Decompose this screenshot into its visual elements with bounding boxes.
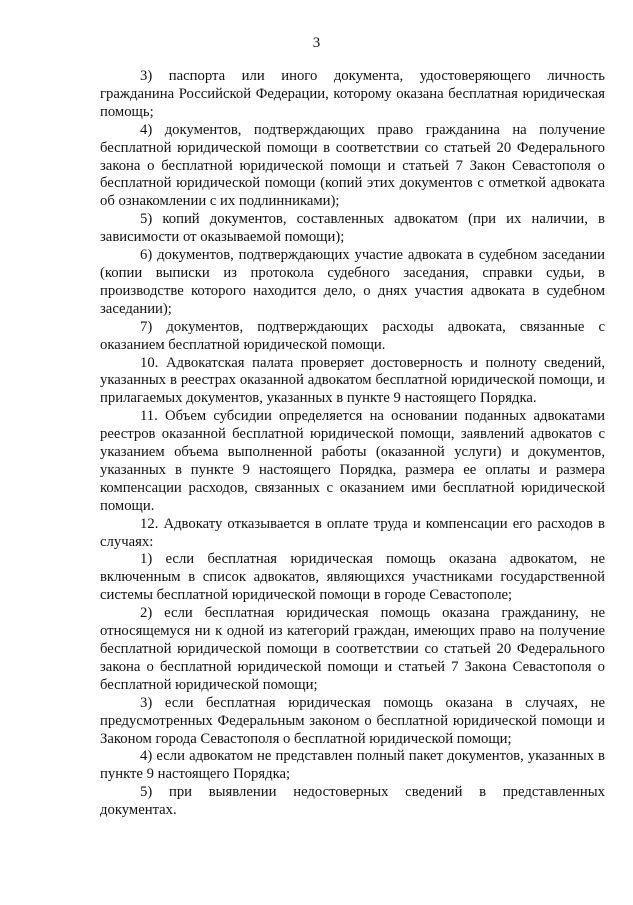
paragraph-item-5-document-copies: 5) копий документов, составленных адвокатом (при их наличии, в зависимости от оказываемой помощи); bbox=[100, 211, 605, 246]
paragraph-refusal-case-4: 4) если адвокатом не представлен полный пакет документов, указанных в пункте 9 настоящего Порядка; bbox=[100, 748, 605, 783]
paragraph-refusal-case-3: 3) если бесплатная юридическая помощь оказана в случаях, не предусмотренных Федеральным законом о бесплатной юридической помощи и Законом города Севастополя о бесплатной юридической помощи; bbox=[100, 694, 605, 747]
paragraph-item-7-expenses: 7) документов, подтверждающих расходы адвоката, связанные с оказанием бесплатной юридической помощи. bbox=[100, 318, 605, 353]
page-number: 3 bbox=[312, 35, 321, 51]
paragraph-item-4-eligibility-documents: 4) документов, подтверждающих право гражданина на получение бесплатной юридической помощи в соответствии со статьей 20 Федерального закона о бесплатной юридической помощи и статьей 7 Закон Севастополя о бесплатной юридической помощи (копий этих документов с отметкой адвоката об ознакомлении с их подлинниками); bbox=[100, 121, 605, 210]
paragraph-refusal-case-1: 1) если бесплатная юридическая помощь оказана адвокатом, не включенным в список адвокатов, являющихся участниками государственной системы бесплатной юридической помощи в городе Севастополе; bbox=[100, 551, 605, 604]
paragraph-clause-10: 10. Адвокатская палата проверяет достоверность и полноту сведений, указанных в реестрах оказанной адвокатом бесплатной юридической помощи, и прилагаемых документов, указанных в пункте 9 настоящего Порядка. bbox=[100, 354, 605, 407]
document-body bbox=[100, 68, 605, 820]
paragraph-item-6-court-participation: 6) документов, подтверждающих участие адвоката в судебном заседании (копии выписки из протокола судебного заседания, справки судьи, в производстве которого находится дело, о днях участия адвоката в судебном заседании); bbox=[100, 247, 605, 317]
paragraph-item-3-passport: 3) паспорта или иного документа, удостоверяющего личность гражданина Российской Федерации, которому оказана бесплатная юридическая помощь; bbox=[100, 68, 605, 120]
paragraph-refusal-case-2: 2) если бесплатная юридическая помощь оказана гражданину, не относящемуся ни к одной из категорий граждан, имеющих право на получение бесплатной юридической помощи в соответствии со статьей 20 Федерального закона о бесплатной юридической помощи и статьей 7 Закона Севастополя о бесплатной юридической помощи; bbox=[100, 605, 605, 693]
paragraph-clause-11: 11. Объем субсидии определяется на основании поданных адвокатами реестров оказанной бесплатной юридической помощи, заявлений адвокатов с указанием объема выполненной работы (оказанной услуги) и документов, указанных в пункте 9 настоящего Порядка, размера ее оплаты и размера компенсации расходов, связанных с оказанием ими бесплатной юридической помощи. bbox=[100, 408, 605, 514]
paragraph-refusal-case-5: 5) при выявлении недостоверных сведений в представленных документах. bbox=[100, 784, 605, 819]
paragraph-clause-12: 12. Адвокату отказывается в оплате труда и компенсации его расходов в случаях: bbox=[100, 515, 605, 550]
